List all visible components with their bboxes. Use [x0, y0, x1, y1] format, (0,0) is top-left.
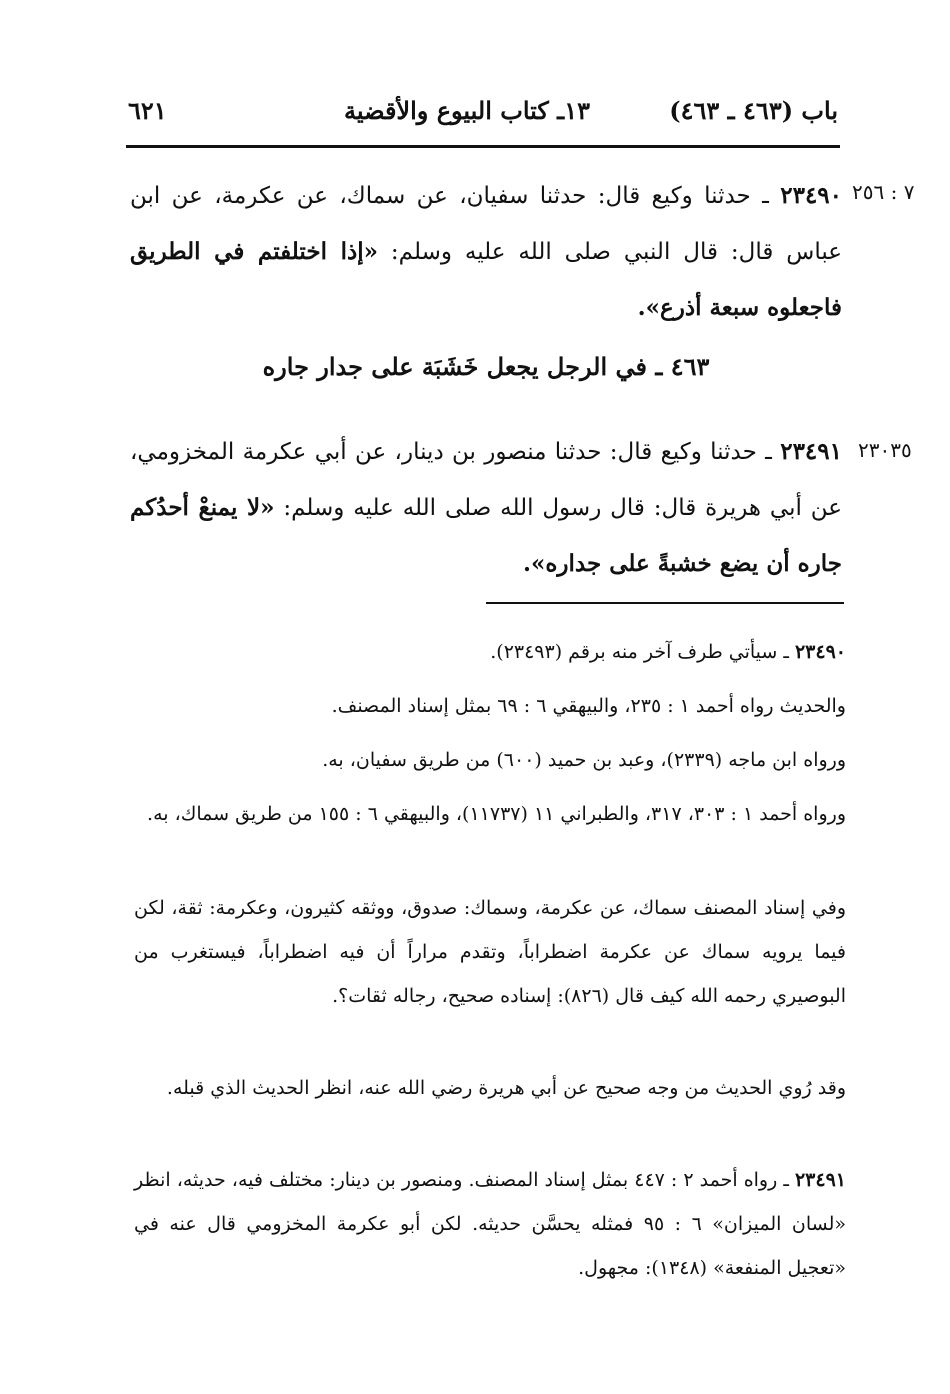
- footnote-paragraph: [134, 1158, 846, 1290]
- hadith-23491: [130, 424, 842, 592]
- footnote-text: وقد رُوي الحديث من وجه صحيح عن أبي هريرة رضي الله عنه، انظر الحديث الذي قبله.: [166, 1077, 846, 1099]
- footnote-text: والحديث رواه أحمد ١ : ٢٣٥، والبيهقي ٦ : ٦٩ بمثل إسناد المصنف.: [331, 695, 846, 717]
- hadith-matn: «لا يمنعْ أحدُكم جاره أن يضع خشبةً على جداره».: [130, 494, 842, 577]
- footnote-paragraph: [134, 792, 846, 836]
- hadith-isnad: ـ حدثنا وكيع قال: حدثنا سفيان، عن سماك، عن عكرمة، عن ابن عباس قال: قال النبي صلى الله عليه وسلم:: [130, 183, 842, 265]
- footnote-text: ورواه أحمد ١ : ٣٠٣، ٣١٧، والطبراني ١١ (١١٧٣٧)، والبيهقي ٦ : ١٥٥ من طريق سماك، به.: [147, 803, 846, 825]
- hadith-23490: [130, 168, 842, 336]
- footnote-rule: [486, 602, 844, 604]
- footnote-number: ٢٣٤٩١: [794, 1169, 846, 1191]
- hadith-number: ٢٣٤٩٠: [780, 182, 843, 209]
- page-number: ٦٢١: [128, 96, 167, 125]
- chapter-heading: ٤٦٣ ـ في الرجل يجعل خَشَبَة على جدار جاره: [262, 352, 710, 381]
- header-book-title: ١٣ـ كتاب البيوع والأقضية: [344, 96, 590, 125]
- footnote-text: ـ رواه أحمد ٢ : ٤٤٧ بمثل إسناد المصنف. ومنصور بن دينار: مختلف فيه، حديثه، انظر «لسان الميزان» ٦ : ٩٥ فمثله يحسَّن حديثه. لكن أبو عكرمة المخزومي قال عنه في «تعجيل المنفعة» (١٣٤٨): مجهول.: [134, 1169, 847, 1279]
- margin-ref-2: ٢٣٠٣٥: [858, 438, 912, 462]
- footnote-number: ٢٣٤٩٠: [794, 641, 846, 663]
- footnote-text: ـ سيأتي طرف آخر منه برقم (٢٣٤٩٣).: [490, 641, 789, 663]
- footnote-text: ورواه ابن ماجه (٢٣٣٩)، وعبد بن حميد (٦٠٠) من طريق سفيان، به.: [322, 749, 846, 771]
- hadith-isnad: ـ حدثنا وكيع قال: حدثنا منصور بن دينار، عن أبي عكرمة المخزومي، عن أبي هريرة قال: قال رسول الله صلى الله عليه وسلم:: [130, 439, 843, 521]
- header-chapter-range: باب (٤٦٣ ـ ٤٦٣): [669, 96, 838, 125]
- footnote-paragraph: [134, 738, 846, 782]
- footnote-paragraph: [134, 630, 846, 674]
- footnote-paragraph: [134, 1066, 846, 1110]
- footnote-text: وفي إسناد المصنف سماك، عن عكرمة، وسماك: صدوق، ووثقه كثيرون، وعكرمة: ثقة، لكن فيما يرويه سماك عن عكرمة اضطراباً، وتقدم مراراً أن فيه اضطراباً، فيستغرب من البوصيري رحمه الله كيف قال (٨٢٦): إسناده صحيح، رجاله ثقات؟.: [134, 897, 846, 1007]
- hadith-matn: «إذا اختلفتم في الطريق فاجعلوه سبعة أذرع».: [130, 238, 842, 321]
- header-rule: [126, 145, 840, 148]
- footnote-paragraph: [134, 684, 846, 728]
- hadith-number: ٢٣٤٩١: [780, 438, 842, 465]
- footnote-paragraph: [134, 886, 846, 1018]
- margin-ref-1: ٧ : ٢٥٦: [852, 180, 915, 204]
